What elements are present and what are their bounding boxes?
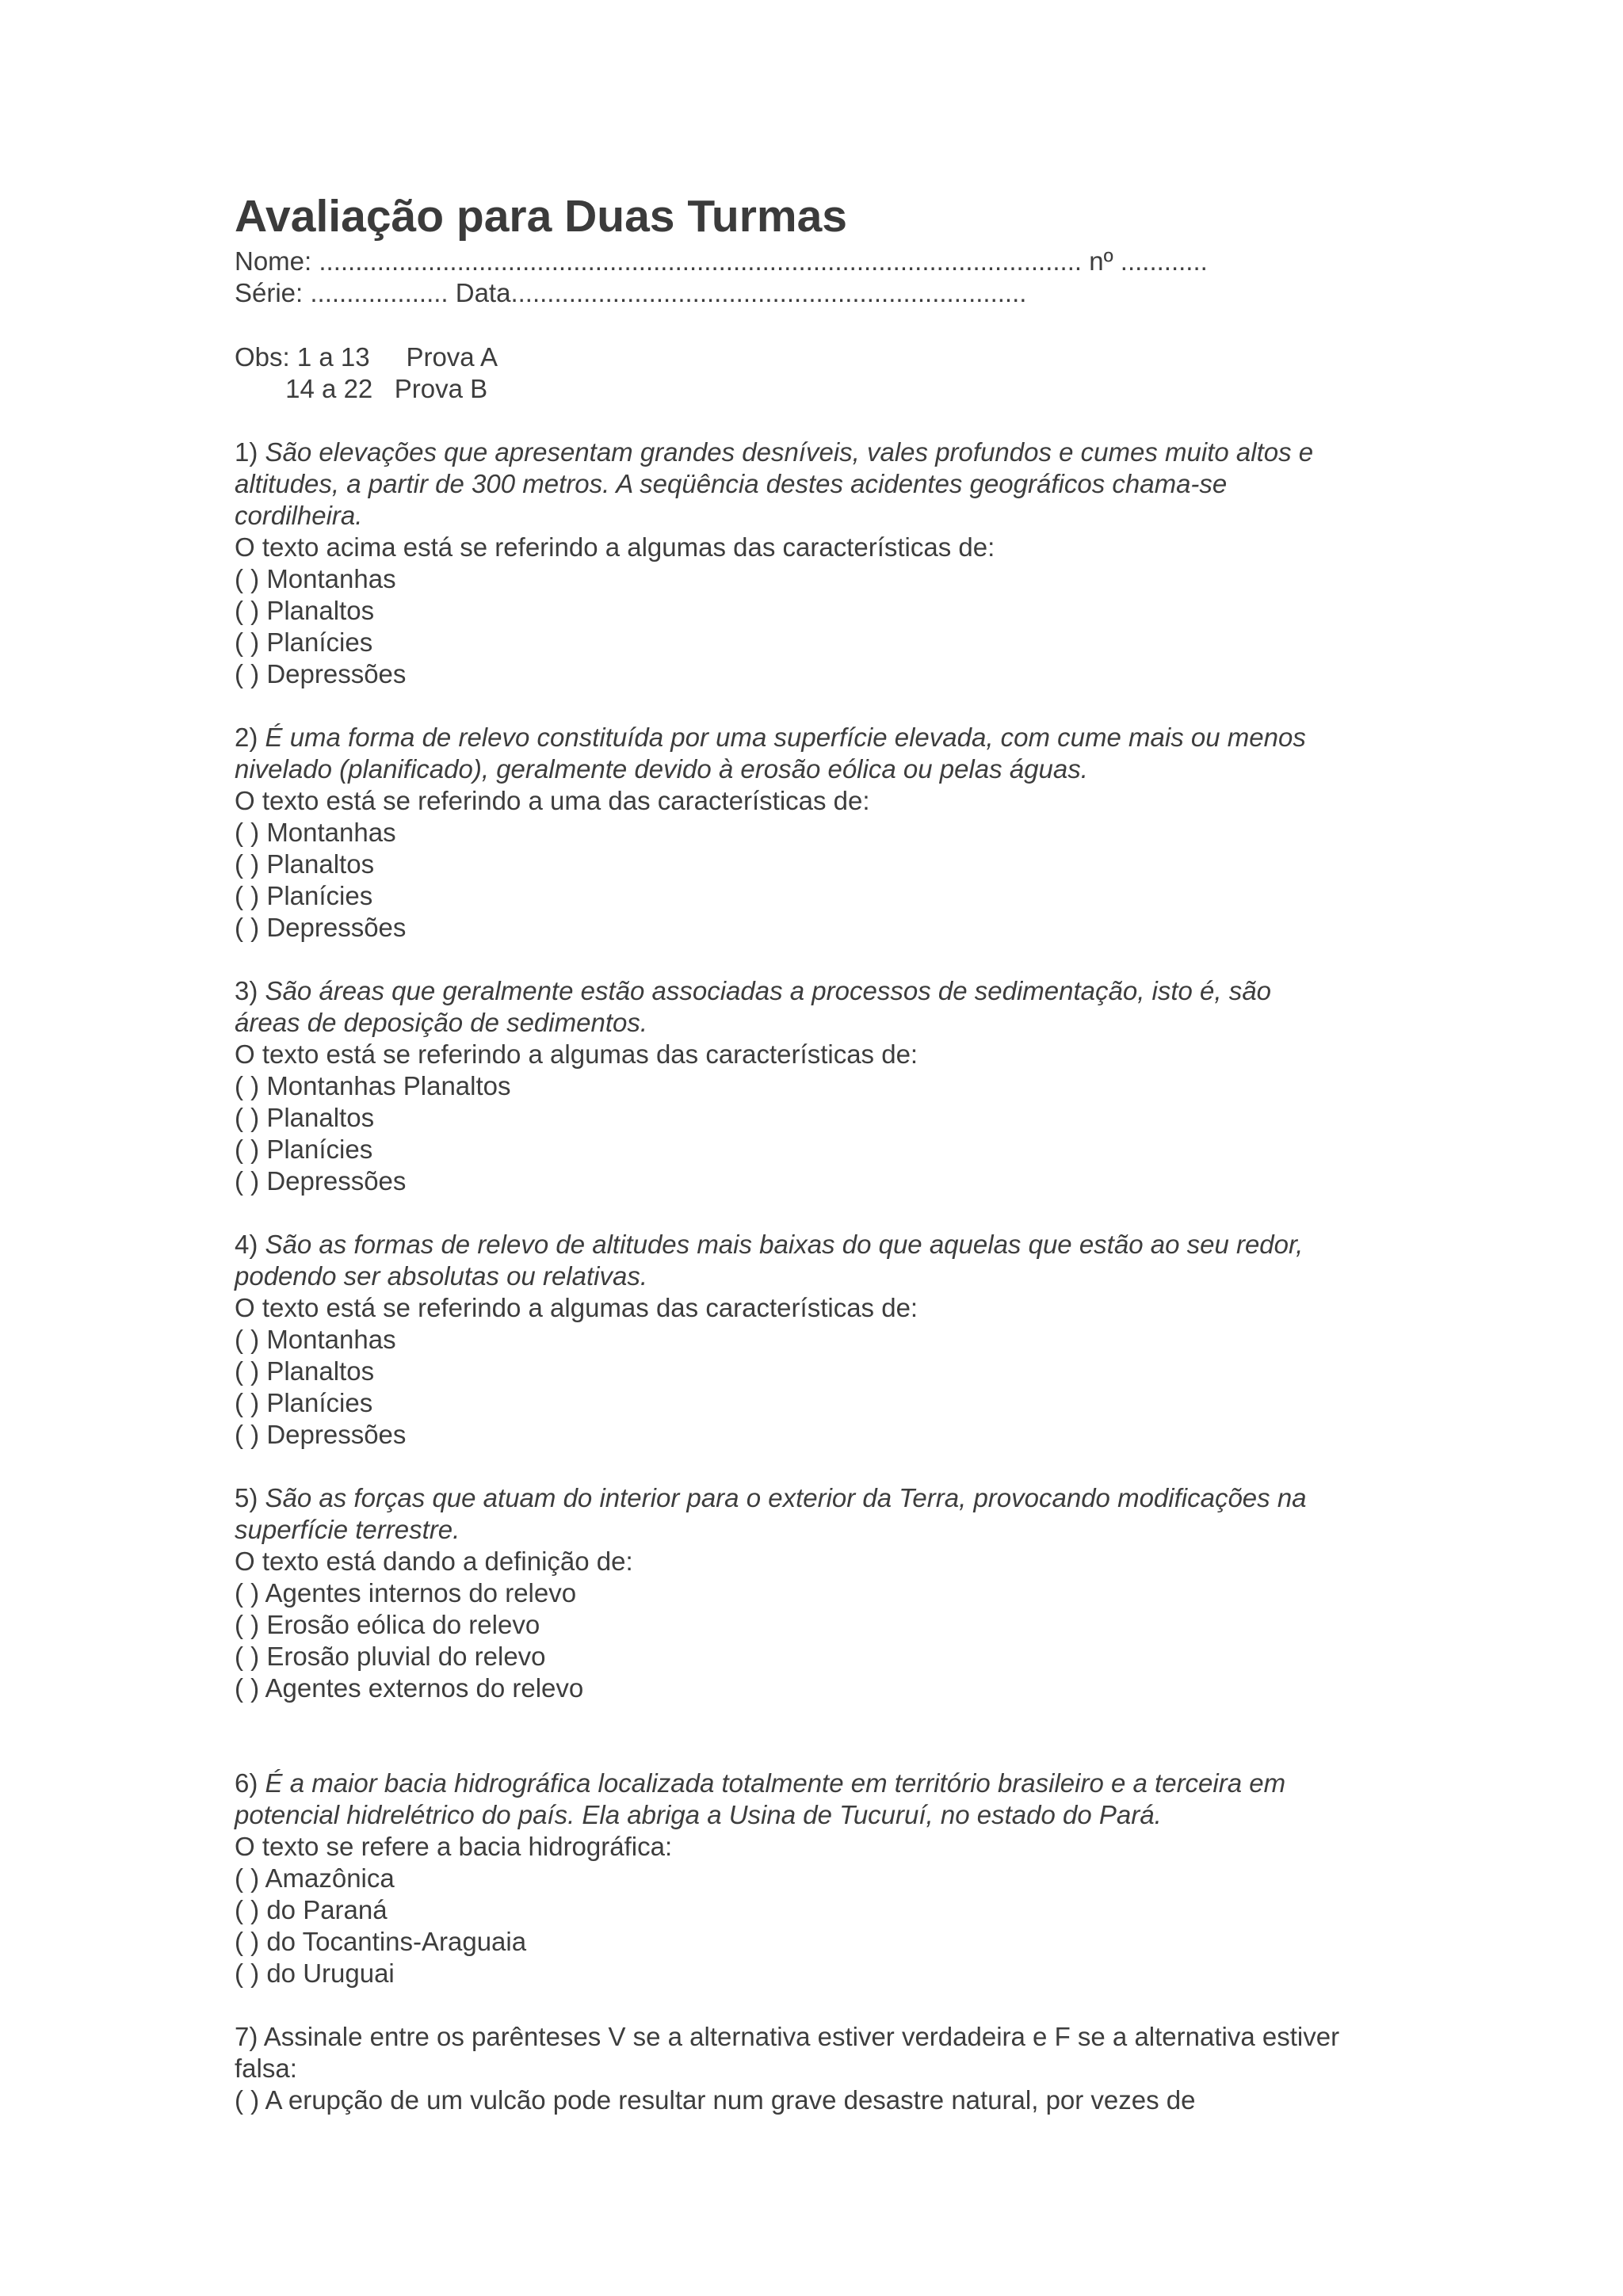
- question-prompt: O texto acima está se referindo a algumas das características de:: [235, 532, 995, 562]
- option[interactable]: ( ) Planícies: [235, 881, 373, 910]
- option[interactable]: ( ) Planaltos: [235, 1356, 375, 1386]
- option[interactable]: ( ) Montanhas: [235, 818, 396, 847]
- option[interactable]: ( ) Amazônica: [235, 1863, 395, 1893]
- option[interactable]: ( ) Agentes internos do relevo: [235, 1578, 577, 1608]
- question-statement: São as formas de relevo de altitudes mais baixas do que aquelas que estão ao seu redor,: [265, 1230, 1304, 1259]
- question-statement: cordilheira.: [235, 501, 363, 530]
- question-statement: falsa:: [235, 2054, 297, 2083]
- question-statement: áreas de deposição de sedimentos.: [235, 1008, 648, 1037]
- option[interactable]: ( ) do Uruguai: [235, 1958, 395, 1988]
- question-statement: 7) Assinale entre os parênteses V se a alternativa estiver verdadeira e F se a alternativa estiver: [235, 2022, 1340, 2051]
- page-title: Avaliação para Duas Turmas: [235, 191, 848, 242]
- option[interactable]: ( ) Montanhas Planaltos: [235, 1071, 511, 1100]
- question-1: [235, 437, 1423, 690]
- question-statement: nivelado (planificado), geralmente devido à erosão eólica ou pelas águas.: [235, 754, 1088, 784]
- option[interactable]: ( ) Depressões: [235, 913, 407, 942]
- serie-line: Série: ................... Data.......................................................................: [235, 278, 1027, 307]
- question-4: [235, 1229, 1423, 1451]
- question-number: 4): [235, 1230, 258, 1259]
- question-statement: São as forças que atuam do interior para o exterior da Terra, provocando modificações na: [265, 1483, 1307, 1512]
- question-prompt: O texto está se referindo a algumas das características de:: [235, 1293, 918, 1322]
- question-prompt: O texto está dando a definição de:: [235, 1547, 633, 1576]
- question-prompt: O texto está se referindo a algumas das características de:: [235, 1039, 918, 1069]
- nome-line: Nome: ......................................................................................................... nº ............: [235, 246, 1208, 276]
- option[interactable]: ( ) do Tocantins-Araguaia: [235, 1927, 527, 1956]
- option[interactable]: ( ) Planaltos: [235, 596, 375, 625]
- option[interactable]: ( ) Montanhas: [235, 1325, 396, 1354]
- question-statement: podendo ser absolutas ou relativas.: [235, 1261, 648, 1291]
- option[interactable]: ( ) Planaltos: [235, 1103, 375, 1132]
- question-5: [235, 1482, 1423, 1704]
- question-statement: É uma forma de relevo constituída por uma superfície elevada, com cume mais ou menos: [265, 723, 1306, 752]
- question-number: 1): [235, 437, 258, 467]
- option[interactable]: ( ) Erosão eólica do relevo: [235, 1610, 540, 1639]
- question-prompt: O texto se refere a bacia hidrográfica:: [235, 1832, 673, 1861]
- option[interactable]: ( ) Montanhas: [235, 564, 396, 593]
- option[interactable]: ( ) Planícies: [235, 627, 373, 657]
- option[interactable]: ( ) do Paraná: [235, 1895, 388, 1924]
- question-statement: É a maior bacia hidrográfica localizada totalmente em território brasileiro e a terceira em: [265, 1768, 1286, 1798]
- option[interactable]: ( ) Erosão pluvial do relevo: [235, 1642, 546, 1671]
- option[interactable]: ( ) Agentes externos do relevo: [235, 1673, 584, 1703]
- question-statement: São áreas que geralmente estão associadas a processos de sedimentação, isto é, são: [265, 976, 1271, 1005]
- question-statement: São elevações que apresentam grandes desníveis, vales profundos e cumes muito altos e: [265, 437, 1314, 467]
- option[interactable]: ( ) Depressões: [235, 1166, 407, 1196]
- question-statement: potencial hidrelétrico do país. Ela abriga a Usina de Tucuruí, no estado do Pará.: [235, 1800, 1162, 1829]
- obs-line-2: 14 a 22 Prova B: [235, 374, 488, 403]
- exam-page: [235, 189, 1423, 2116]
- question-3: [235, 975, 1423, 1197]
- option[interactable]: ( ) Planícies: [235, 1135, 373, 1164]
- question-number: 5): [235, 1483, 258, 1512]
- question-7: [235, 2021, 1423, 2116]
- option[interactable]: ( ) Planaltos: [235, 849, 375, 879]
- option[interactable]: ( ) Planícies: [235, 1388, 373, 1417]
- question-statement: altitudes, a partir de 300 metros. A seqüência destes acidentes geográficos chama-se: [235, 469, 1228, 498]
- option[interactable]: ( ) A erupção de um vulcão pode resultar num grave desastre natural, por vezes de: [235, 2085, 1196, 2115]
- question-statement: superfície terrestre.: [235, 1515, 460, 1544]
- question-6: [235, 1768, 1423, 1989]
- question-number: 2): [235, 723, 258, 752]
- obs-line-1: Obs: 1 a 13 Prova A: [235, 342, 498, 372]
- question-number: 3): [235, 976, 258, 1005]
- question-prompt: O texto está se referindo a uma das características de:: [235, 786, 870, 815]
- option[interactable]: ( ) Depressões: [235, 1420, 407, 1449]
- option[interactable]: ( ) Depressões: [235, 659, 407, 688]
- question-number: 6): [235, 1768, 258, 1798]
- question-2: [235, 722, 1423, 944]
